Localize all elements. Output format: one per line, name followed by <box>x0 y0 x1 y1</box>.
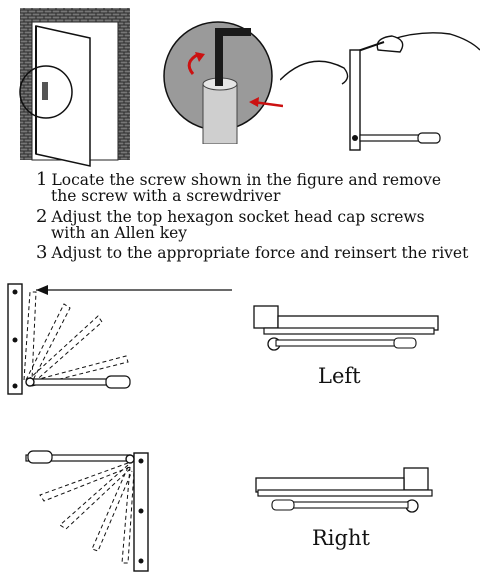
step-number: 3 <box>36 242 48 263</box>
allen-key-closeup <box>163 14 283 144</box>
label-right: Right <box>312 526 370 550</box>
step-text-line1: Adjust to the appropriate force and reinsert the rivet <box>51 244 469 262</box>
step-text-line2: with an Allen key <box>51 224 188 242</box>
closer-top-view-right <box>244 462 444 522</box>
step-text-line1: Locate the screw shown in the figure and remove <box>51 171 442 189</box>
step-3 <box>36 242 469 263</box>
label-left: Left <box>318 364 361 388</box>
step-text-line2: the screw with a screwdriver <box>51 187 281 205</box>
step-text-line1: Adjust the top hexagon socket head cap screws <box>51 208 425 226</box>
hinge-swing-diagram-left <box>0 280 240 410</box>
step-1 <box>36 169 442 205</box>
door-frame-illustration <box>12 4 162 169</box>
closer-top-view-left <box>244 300 444 360</box>
hand-adjusting-hinge <box>280 20 480 160</box>
step-number: 2 <box>36 206 48 227</box>
step-number: 1 <box>36 169 48 190</box>
step-2 <box>36 206 425 242</box>
hinge-swing-diagram-right <box>20 445 220 575</box>
